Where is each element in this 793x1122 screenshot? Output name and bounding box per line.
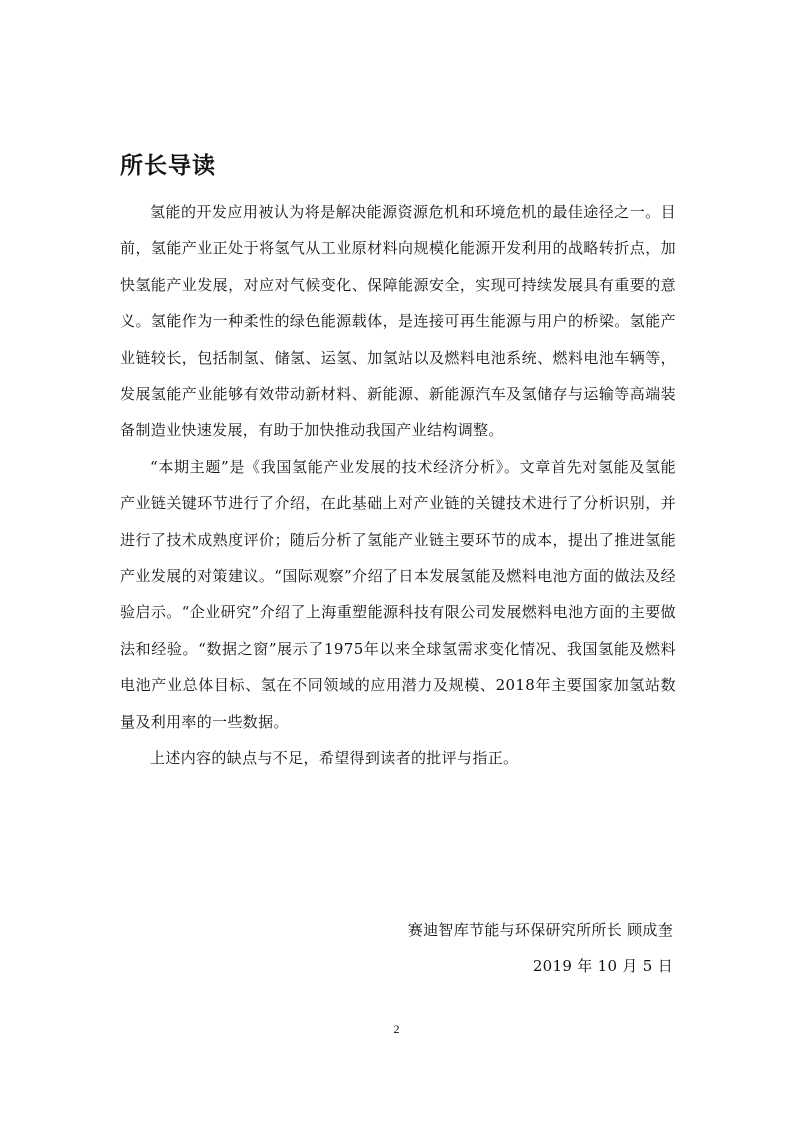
page-number: 2	[393, 1022, 400, 1036]
intro-paragraph: 氢能的开发应用被认为将是解决能源资源危机和环境危机的最佳途径之一。目前，氢能产业正处于将氢气从工业原材料向规模化能源开发利用的战略转折点，加快氢能产业发展，对应对气候变化、保障能源安全，实现可持续发展具有重要的意义。氢能作为一种柔性的绿色能源载体，是连接可再生能源与用户的桥梁。氢能产业链较长，包括制氢、储氢、运氢、加氢站以及燃料电池系统、燃料电池车辆等，发展氢能产业能够有效带动新材料、新能源、新能源汽车及氢储存与运输等高端装备制造业快速发展，有助于加快推动我国产业结构调整。	[120, 203, 676, 440]
issue-summary-paragraph: “本期主题”是《我国氢能产业发展的技术经济分析》。文章首先对氢能及氢能产业链关键环节进行了介绍，在此基础上对产业链的关键技术进行了分析识别，并进行了技术成熟度评价；随后分析了氢能产业链主要环节的成本，提出了推进氢能产业发展的对策建议。“国际观察”介绍了日本发展氢能及燃料电池方面的做法及经验启示。“企业研究”介绍了上海重塑能源科技有限公司发展燃料电池方面的主要做法和经验。“数据之窗”展示了1975年以来全球氢需求变化情况、我国氢能及燃料电池产业总体目标、氢在不同领域的应用潜力及规模、2018年主要国家加氢站数量及利用率的一些数据。	[120, 457, 676, 731]
signature-date: 2019 年 10 月 5 日	[532, 957, 673, 975]
page-title: 所长导读	[120, 153, 216, 179]
signature-block	[408, 912, 673, 984]
closing-paragraph: 上述内容的缺点与不足，希望得到读者的批评与指正。	[150, 749, 519, 768]
body-text	[120, 194, 676, 777]
signature-author: 赛迪智库节能与环保研究所所长 顾成奎	[407, 921, 673, 939]
